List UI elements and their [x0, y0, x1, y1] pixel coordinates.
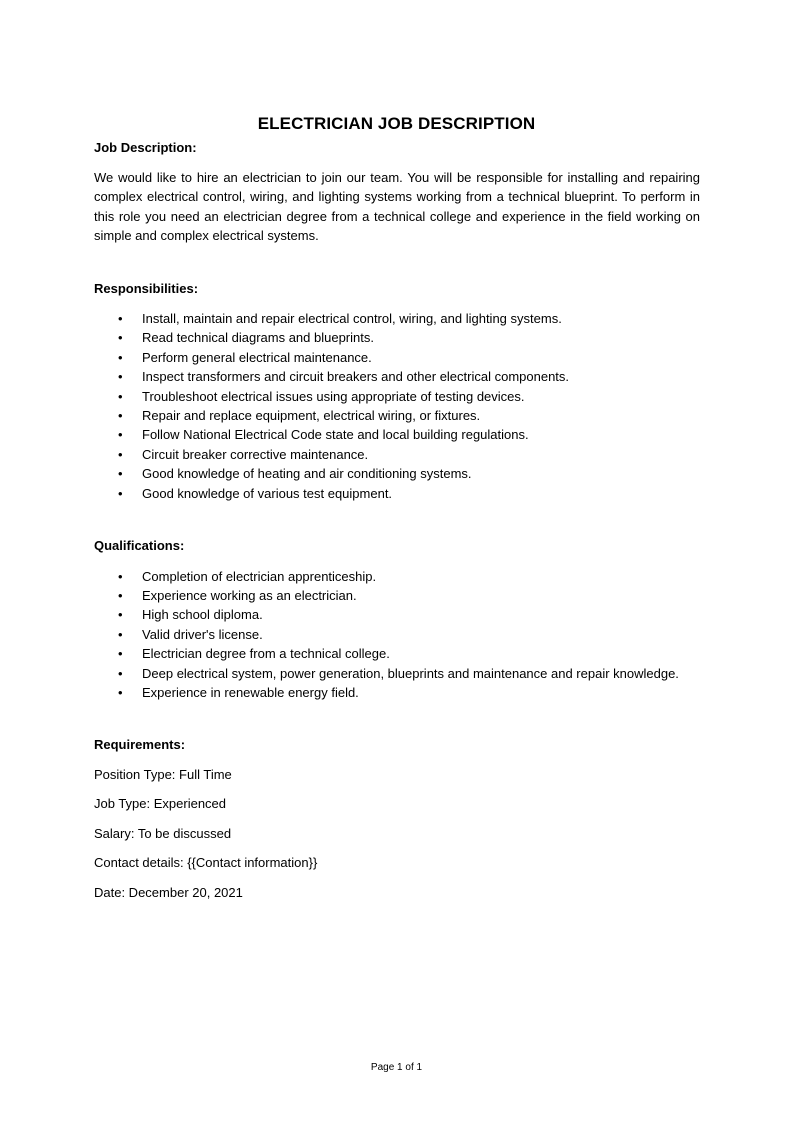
list-item-text: Follow National Electrical Code state and local building regulations. — [142, 427, 529, 443]
page-footer: Page 1 of 1 — [370, 1062, 423, 1073]
bullet-icon: • — [118, 466, 123, 482]
list-item-text: Valid driver's license. — [142, 626, 263, 642]
bullet-icon: • — [118, 485, 123, 501]
job-description-text: We would like to hire an electrician to join our team. You will be responsible for installing and repairing complex electrical control, wiring, and lighting systems working from a technical blueprint. To perform in this role you need an electrician degree from a technical college and experience in the field working on simple and complex electrical systems. — [94, 169, 700, 243]
qualifications-heading: Qualifications: — [94, 538, 185, 554]
list-item-text: Good knowledge of various test equipment. — [142, 485, 393, 501]
bullet-icon: • — [118, 646, 123, 662]
list-item-text: Completion of electrician apprenticeship. — [142, 568, 377, 584]
bullet-icon: • — [118, 587, 123, 603]
list-item-text: Inspect transformers and circuit breakers and other electrical components. — [142, 369, 570, 385]
list-item-text: Experience in renewable energy field. — [142, 685, 359, 700]
bullet-icon: • — [118, 626, 123, 642]
list-item — [94, 328, 700, 347]
section-spacer — [94, 246, 700, 279]
bullet-icon: • — [118, 607, 123, 623]
bullet-icon: • — [118, 568, 123, 584]
responsibilities-section — [94, 279, 700, 504]
list-item-text: Perform general electrical maintenance. — [142, 349, 372, 365]
list-item — [94, 484, 700, 503]
list-item — [94, 309, 700, 328]
document-body — [94, 138, 700, 902]
section-spacer — [94, 702, 700, 735]
list-item-text: Troubleshoot electrical issues using appropriate of testing devices. — [142, 388, 525, 404]
bullet-icon: • — [118, 408, 123, 424]
list-item-text: Install, maintain and repair electrical control, wiring, and lighting systems. — [142, 311, 562, 326]
list-item-text: Experience working as an electrician. — [142, 587, 357, 603]
bullet-icon: • — [118, 446, 123, 462]
requirements-section — [94, 735, 700, 902]
list-item-text: Good knowledge of heating and air conditioning systems. — [142, 466, 472, 482]
list-item — [94, 664, 700, 683]
list-item — [94, 625, 700, 644]
qualifications-list — [94, 567, 700, 703]
bullet-icon: • — [118, 311, 123, 326]
salary-line: Salary: To be discussed — [94, 825, 232, 841]
list-item — [94, 406, 700, 425]
bullet-icon: • — [118, 369, 123, 385]
job-type-line: Job Type: Experienced — [94, 796, 227, 812]
list-item — [94, 348, 700, 367]
bullet-icon: • — [118, 349, 123, 365]
document-title: ELECTRICIAN JOB DESCRIPTION — [257, 114, 536, 133]
qualifications-section — [94, 536, 700, 702]
bullet-icon: • — [118, 330, 123, 346]
list-item — [94, 644, 700, 663]
list-item-text: High school diploma. — [142, 607, 263, 623]
job-description-heading: Job Description: — [94, 140, 197, 155]
list-item-text: Deep electrical system, power generation, blueprints and maintenance and repair knowledge. — [142, 665, 679, 681]
list-item-text: Circuit breaker corrective maintenance. — [142, 446, 369, 462]
list-item-text: Electrician degree from a technical college. — [142, 646, 390, 662]
position-type-line: Position Type: Full Time — [94, 766, 232, 782]
list-item — [94, 445, 700, 464]
list-item — [94, 586, 700, 605]
list-item — [94, 464, 700, 483]
list-item-text: Repair and replace equipment, electrical wiring, or fixtures. — [142, 408, 481, 424]
job-description-section — [94, 138, 700, 246]
list-item — [94, 567, 700, 586]
contact-details-line: Contact details: {{Contact information}} — [94, 855, 318, 871]
list-item — [94, 425, 700, 444]
bullet-icon: • — [118, 427, 123, 443]
responsibilities-list — [94, 309, 700, 503]
bullet-icon: • — [118, 665, 123, 681]
list-item — [94, 605, 700, 624]
list-item-text: Read technical diagrams and blueprints. — [142, 330, 374, 346]
list-item — [94, 367, 700, 386]
list-item — [94, 683, 700, 702]
bullet-icon: • — [118, 685, 123, 700]
list-item — [94, 387, 700, 406]
bullet-icon: • — [118, 388, 123, 404]
requirements-heading: Requirements: — [94, 737, 186, 753]
date-line: Date: December 20, 2021 — [94, 884, 243, 900]
section-spacer — [94, 503, 700, 536]
responsibilities-heading: Responsibilities: — [94, 280, 199, 296]
